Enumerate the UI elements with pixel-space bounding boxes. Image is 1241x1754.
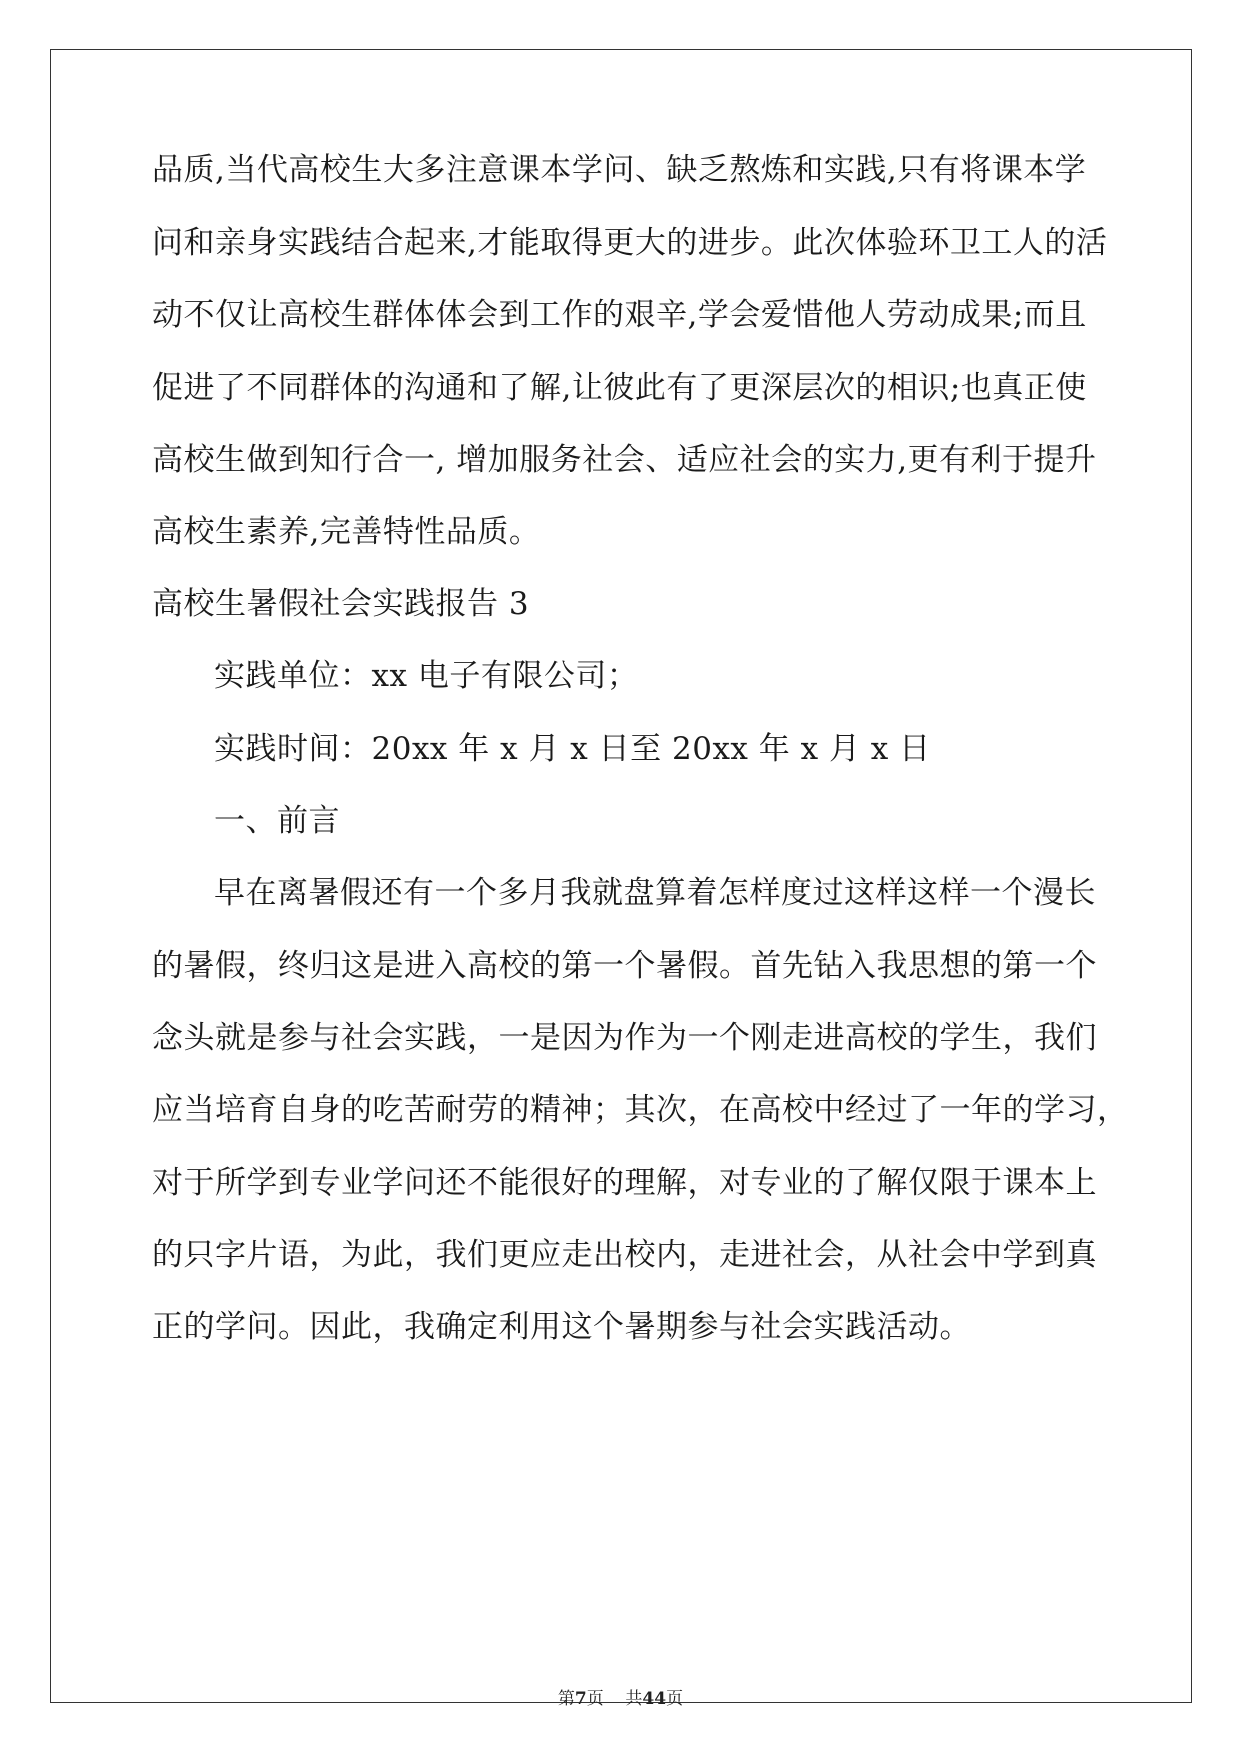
paragraph-line: 对于所学到专业学问还不能很好的理解，对专业的了解仅限于课本上 xyxy=(152,1165,1097,1201)
total-pages-number: 44 xyxy=(642,1689,667,1709)
paragraph-line: 品质,当代高校生大多注意课本学问、缺乏熬炼和实践,只有将课本学 xyxy=(152,152,1087,188)
practice-time: 实践时间：20xx 年 x 月 x 日至 20xx 年 x 月 x 日 xyxy=(214,731,931,767)
paragraph-line: 早在离暑假还有一个多月我就盘算着怎样度过这样这样一个漫长 xyxy=(214,875,1096,911)
heading-preface: 一、前言 xyxy=(214,803,340,839)
footer-prefix: 第 xyxy=(557,1689,575,1709)
paragraph-line: 的暑假，终归这是进入高校的第一个暑假。首先钻入我思想的第一个 xyxy=(152,948,1097,984)
paragraph-line: 念头就是参与社会实践，一是因为作为一个刚走进高校的学生，我们 xyxy=(152,1020,1097,1056)
paragraph-line: 动不仅让高校生群体体会到工作的艰辛,学会爱惜他人劳动成果;而且 xyxy=(152,297,1087,333)
paragraph-line: 的只字片语，为此，我们更应走出校内，走进社会，从社会中学到真 xyxy=(152,1237,1097,1273)
paragraph-line: 问和亲身实践结合起来,才能取得更大的进步。此次体验环卫工人的活 xyxy=(152,225,1108,261)
page-footer xyxy=(0,1688,1241,1710)
footer-total-suffix: 页 xyxy=(666,1689,684,1709)
practice-unit: 实践单位：xx 电子有限公司； xyxy=(214,658,639,694)
paragraph-line: 正的学问。因此，我确定利用这个暑期参与社会实践活动。 xyxy=(152,1309,971,1345)
footer-page-word: 页 xyxy=(586,1689,604,1709)
paragraph-line: 促进了不同群体的沟通和了解,让彼此有了更深层次的相识;也真正使 xyxy=(152,370,1087,406)
paragraph-line: 高校生素养,完善特性品质。 xyxy=(152,514,541,550)
paragraph-line: 高校生做到知行合一, 增加服务社会、适应社会的实力,更有利于提升 xyxy=(152,442,1097,478)
current-page-number: 7 xyxy=(574,1689,587,1709)
paragraph-line: 应当培育自身的吃苦耐劳的精神；其次，在高校中经过了一年的学习， xyxy=(152,1092,1129,1128)
section-title: 高校生暑假社会实践报告 3 xyxy=(152,586,530,622)
footer-total-prefix: 共 xyxy=(625,1689,643,1709)
